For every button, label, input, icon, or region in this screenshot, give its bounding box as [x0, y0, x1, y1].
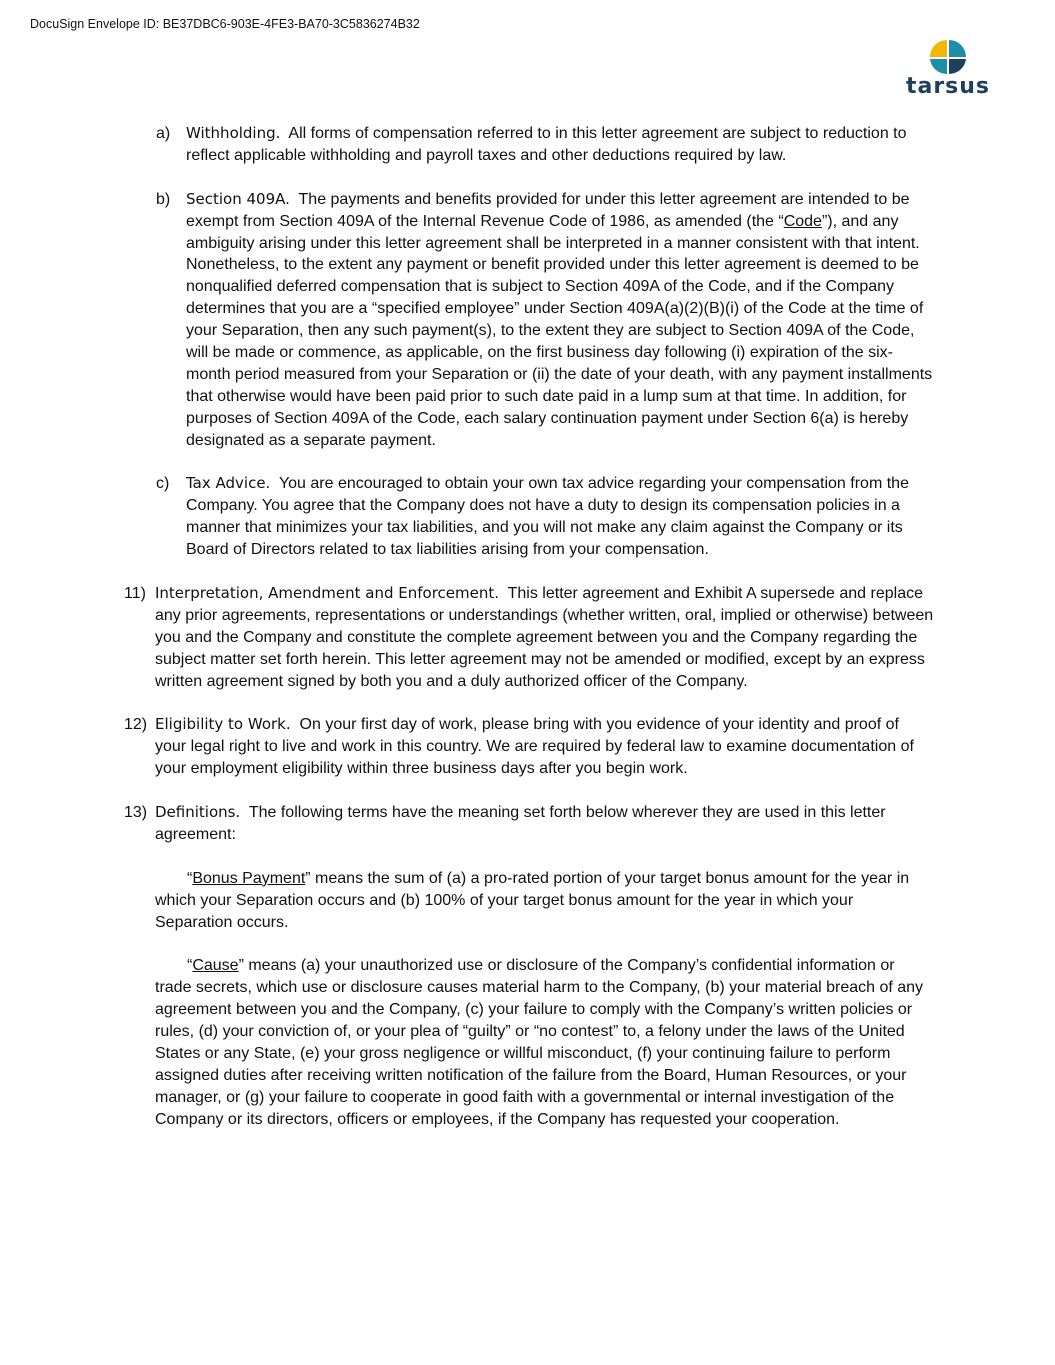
code-term: Code — [783, 212, 822, 230]
item-heading: Tax Advice. — [186, 474, 271, 493]
item-body: All forms of compensation referred to in this letter agreement are subject to reduction to reflect applicable withholding and payroll taxes and other deductions required by law. — [186, 125, 907, 164]
tarsus-logo-mark-icon — [927, 38, 967, 74]
quote-open: “ — [187, 957, 193, 975]
item-body-start: The payments and benefits provided for under this letter agreement are intended to be exempt from Section 409A of the Internal Revenue Code of 1986, as amended (the “ — [186, 190, 910, 230]
definition-body: ” means the sum of (a) a pro-rated portion of your target bonus amount for the year in which your Separation occurs and (b) 100% of your target bonus amount for the year in which your Separation occurs. — [155, 869, 910, 931]
item-tax-advice — [0, 473, 934, 561]
section-body: The following terms have the meaning set forth below wherever they are used in this letter agreement: — [155, 804, 886, 843]
section-heading: Definitions. — [155, 803, 241, 822]
definition-term: Cause — [192, 957, 239, 975]
definition-term: Bonus Payment — [192, 869, 306, 887]
item-body-end: ”), and any ambiguity arising under this letter agreement shall be interpreted in a manner consistent with that intent. Nonetheless, to the extent any payment or benefit provided under this letter agreement is deemed to be nonqualified deferred compensation that is subject to Section 409A of the Code, and if the Company determines that you are a “specified employee” under Section 409A(a)(2)(B)(i) of the Code at the time of your Separation, then any such payment(s), to the extent they are subject to Section 409A of the Code, will be made or commence, as applicable, on the first business day following (i) expiration of the six-month period measured from your Separation or (ii) the date of your death, with any payment installments that otherwise would have been paid prior to such date paid in a lump sum at that time. In addition, for purposes of Section 409A of the Code, each salary continuation payment under Section 6(a) is hereby designated as a separate payment. — [186, 212, 933, 449]
item-section-409a — [0, 189, 934, 452]
item-body: You are encouraged to obtain your own tax advice regarding your compensation from the Company. You agree that the Company does not have a duty to design its compensation policies in a manner that minimizes your tax liabilities, and you will not make any claim against the Company or its Board of Directors related to tax liabilities arising from your compensation. — [186, 475, 909, 559]
definition-body: ” means (a) your unauthorized use or disclosure of the Company’s confidential information or trade secrets, which use or disclosure causes material harm to the Company, (b) your material breach of any agreement between you and the Company, (c) your failure to comply with the Company’s written policies or rules, (d) your conviction of, or your plea of “guilty” or “no contest” to, a felony under the laws of the United States or any State, (e) your gross negligence or willful misconduct, (f) your continuing failure to perform assigned duties after receiving written notification of the failure from the Board, Human Resources, or your manager, or (g) your failure to cooperate in good faith with a governmental or internal investigation of the Company or its directors, officers or employees, if the Company has requested your cooperation. — [155, 957, 924, 1128]
section-13-definitions — [0, 802, 934, 846]
section-body: This letter agreement and Exhibit A supersede and replace any prior agreements, representations or understandings (whether written, oral, implied or otherwise) between you and the Company and constitute the complete agreement between you and the Company regarding the subject matter set forth herein. This letter agreement may not be amended or modified, except by an express written agreement signed by both you and a duly authorized officer of the Company. — [155, 584, 934, 690]
section-12-eligibility — [0, 714, 934, 780]
section-11-interpretation — [0, 583, 934, 693]
section-heading: Eligibility to Work. — [155, 715, 291, 734]
item-marker: a) — [156, 125, 171, 142]
section-number: 11) — [124, 584, 146, 602]
docusign-envelope-id: DocuSign Envelope ID: BE37DBC6-903E-4FE3-BA70-3C5836274B32 — [30, 17, 420, 31]
definition-bonus-payment — [0, 868, 934, 934]
tarsus-logo-text: tarsus — [905, 74, 991, 99]
item-withholding — [0, 123, 934, 167]
item-marker: b) — [156, 190, 171, 208]
letter-body — [0, 123, 1055, 1152]
tarsus-logo — [903, 38, 993, 100]
section-body: On your first day of work, please bring with you evidence of your identity and proof of your legal right to live and work in this country. We are required by federal law to examine documentation of your employment eligibility within three business days after you begin work. — [155, 716, 914, 778]
item-heading: Section 409A. — [186, 189, 290, 208]
section-heading: Interpretation, Amendment and Enforcement. — [155, 583, 500, 602]
item-marker: c) — [156, 475, 170, 493]
definition-cause — [0, 955, 934, 1130]
section-number: 13) — [124, 804, 148, 822]
quote-open: “ — [187, 869, 193, 887]
section-number: 12) — [124, 716, 148, 734]
item-heading: Withholding. — [186, 124, 281, 142]
